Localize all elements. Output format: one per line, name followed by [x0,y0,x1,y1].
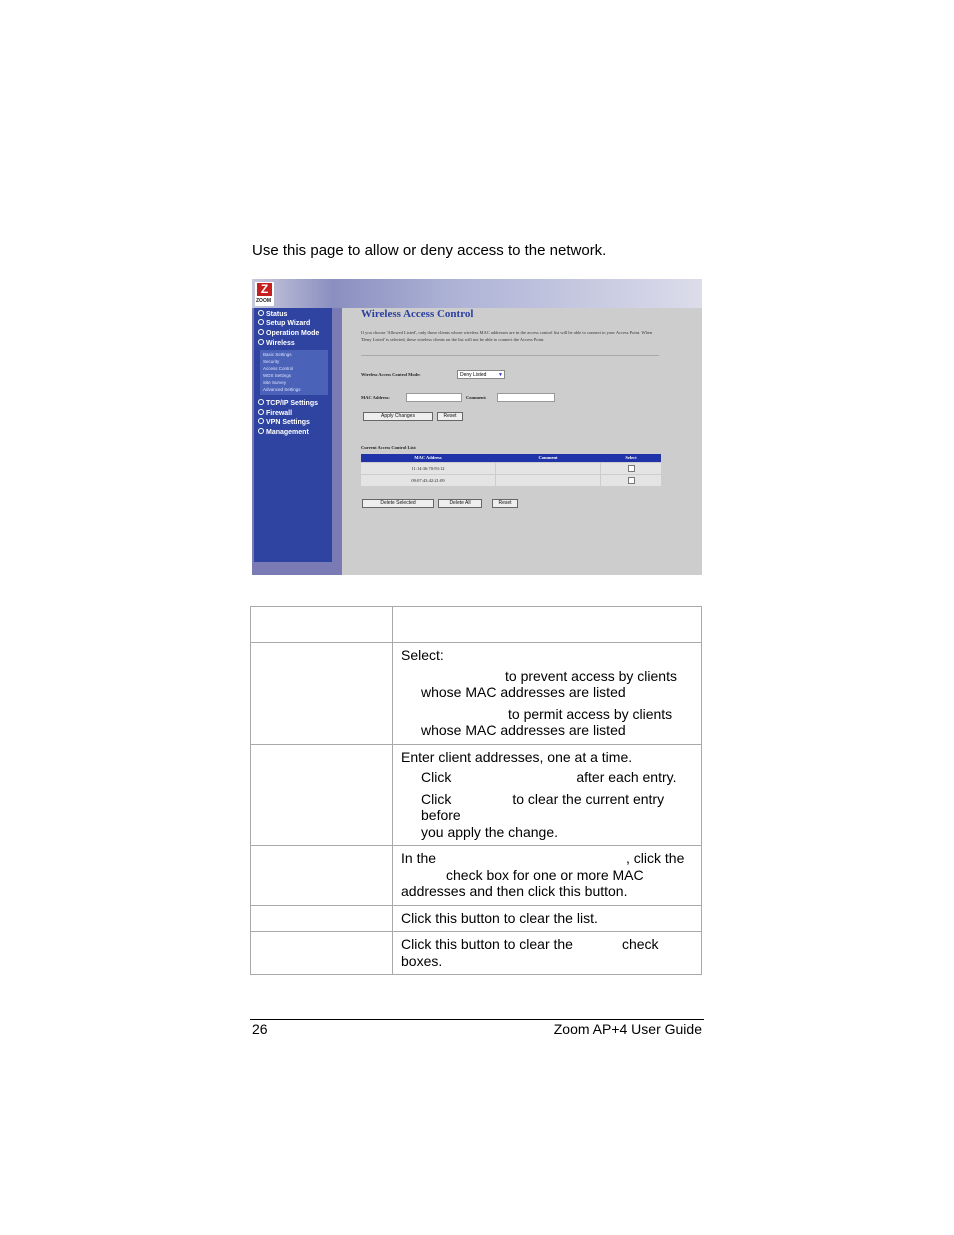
bullet-icon [258,409,264,415]
comment-input[interactable] [497,393,555,402]
column-comment: Comment [538,455,558,460]
bullet-icon [258,329,264,335]
row-checkbox[interactable] [628,465,635,472]
apply-changes-button[interactable]: Apply Changes [363,412,433,421]
nav-vpn-settings[interactable]: VPN Settings [258,418,310,426]
delete-selected-line-2: check box for one or more MAC [446,866,644,883]
bullet-icon [258,418,264,424]
nav-tcpip-settings[interactable]: TCP/IP Settings [258,399,318,407]
table-row-delete-selected [251,846,702,906]
footer-divider [250,1019,704,1020]
page-title: Wireless Access Control [361,308,474,320]
zoom-logo [255,282,274,306]
table-row-mode [251,643,702,745]
mac-cell: 09:07:43:42:21:09 [361,475,495,486]
description-cell [393,846,702,906]
table-row [361,474,661,486]
page-number: 26 [252,1021,268,1037]
nav-access-control[interactable]: Access Control [263,366,294,371]
field-cell [251,905,393,932]
mac-label: MAC Address: [361,395,390,400]
header-cell-field [251,607,393,643]
reset-line-2: boxes. [401,952,443,969]
intro-text: Use this page to allow or deny access to the network. [252,242,607,259]
bullet-icon [258,319,264,325]
delete-selected-button[interactable]: Delete Selected [362,499,434,508]
field-cell [251,643,393,745]
access-control-table [361,454,661,486]
mode-select-value: Deny Listed [460,372,487,378]
reset-button[interactable]: Reset [437,412,463,421]
nav-operation-mode[interactable]: Operation Mode [258,329,319,337]
description-cell [393,643,702,745]
click-reset-line: Click to clear the current entry before [421,790,665,823]
page-description: If you choose 'Allowed Listed', only those clients whose wireless MAC addresses are in the access control list will be able to connect to your Access Point. When 'Deny Listed' is selected, these wireless clients on the list will not be able to connect the Access Point. [361,330,653,342]
nav-basic-settings[interactable]: Basic Settings [263,352,292,357]
description-cell: Click this button to clear the list. [393,905,702,932]
nav-security[interactable]: Security [263,359,280,364]
description-cell [393,932,702,975]
mac-address-input[interactable] [406,393,462,402]
nav-setup-wizard[interactable]: Setup Wizard [258,319,310,327]
main-panel [342,308,702,575]
nav-site-survey[interactable]: Site Survey [263,380,287,385]
comment-cell [496,463,600,474]
enter-text: Enter client addresses, one at a time. [401,748,633,765]
bullet-icon [258,428,264,434]
table-row-delete-all [251,905,702,932]
clear-text-cont: you apply the change. [421,823,558,840]
comment-label: Comment: [466,395,487,400]
header-cell-description [393,607,702,643]
nav-wds-settings[interactable]: WDS Settings [263,373,292,378]
click-apply-line: Click after each entry. [421,769,677,785]
select-cell [601,475,661,486]
allow-text: to permit access by clients [508,705,673,722]
chevron-down-icon: ▼ [498,372,503,378]
nav-advanced-settings[interactable]: Advanced Settings [263,387,301,392]
delete-selected-line-3: addresses and then click this button. [401,883,628,899]
table-row-mac-address [251,744,702,846]
logo-letter: Z [257,283,272,296]
reset-list-button[interactable]: Reset [492,499,518,508]
bullet-icon [258,399,264,405]
allow-text-cont: whose MAC addresses are listed [421,722,626,738]
router-screenshot [252,279,702,575]
sidebar [252,308,342,575]
sidebar-panel [254,308,332,562]
description-cell [393,744,702,846]
nav-status[interactable]: Status [258,310,287,318]
list-label: Current Access Control List: [361,445,417,450]
column-select: Select [625,455,637,460]
bullet-icon [258,339,264,345]
delete-selected-line-1: In the , click the [401,850,685,866]
table-header-row [251,607,702,643]
select-cell [601,463,661,474]
delete-all-button[interactable]: Delete All [438,499,482,508]
select-text: Select: [401,647,444,663]
table-header [361,454,661,462]
table-row-reset [251,932,702,975]
comment-cell [496,475,600,486]
row-checkbox[interactable] [628,477,635,484]
header-banner [252,279,702,308]
table-row [361,462,661,474]
nav-management[interactable]: Management [258,428,309,436]
nav-wireless[interactable]: Wireless [258,339,295,347]
field-cell [251,846,393,906]
field-cell [251,932,393,975]
mac-cell: 11:14:36:70:93:12 [361,463,495,474]
field-description-table [250,606,702,975]
logo-brand: ZOOM [256,298,271,304]
deny-text: to prevent access by clients [505,667,677,684]
mode-select[interactable] [457,370,505,379]
field-cell [251,744,393,846]
bullet-icon [258,310,264,316]
nav-firewall[interactable]: Firewall [258,409,292,417]
deny-text-cont: whose MAC addresses are listed [421,684,626,700]
guide-title: Zoom AP+4 User Guide [553,1021,702,1037]
column-mac: MAC Address [414,455,442,460]
reset-line-1: Click this button to clear the check [401,936,659,952]
divider [361,355,659,356]
mode-label: Wireless Access Control Mode: [361,372,421,377]
